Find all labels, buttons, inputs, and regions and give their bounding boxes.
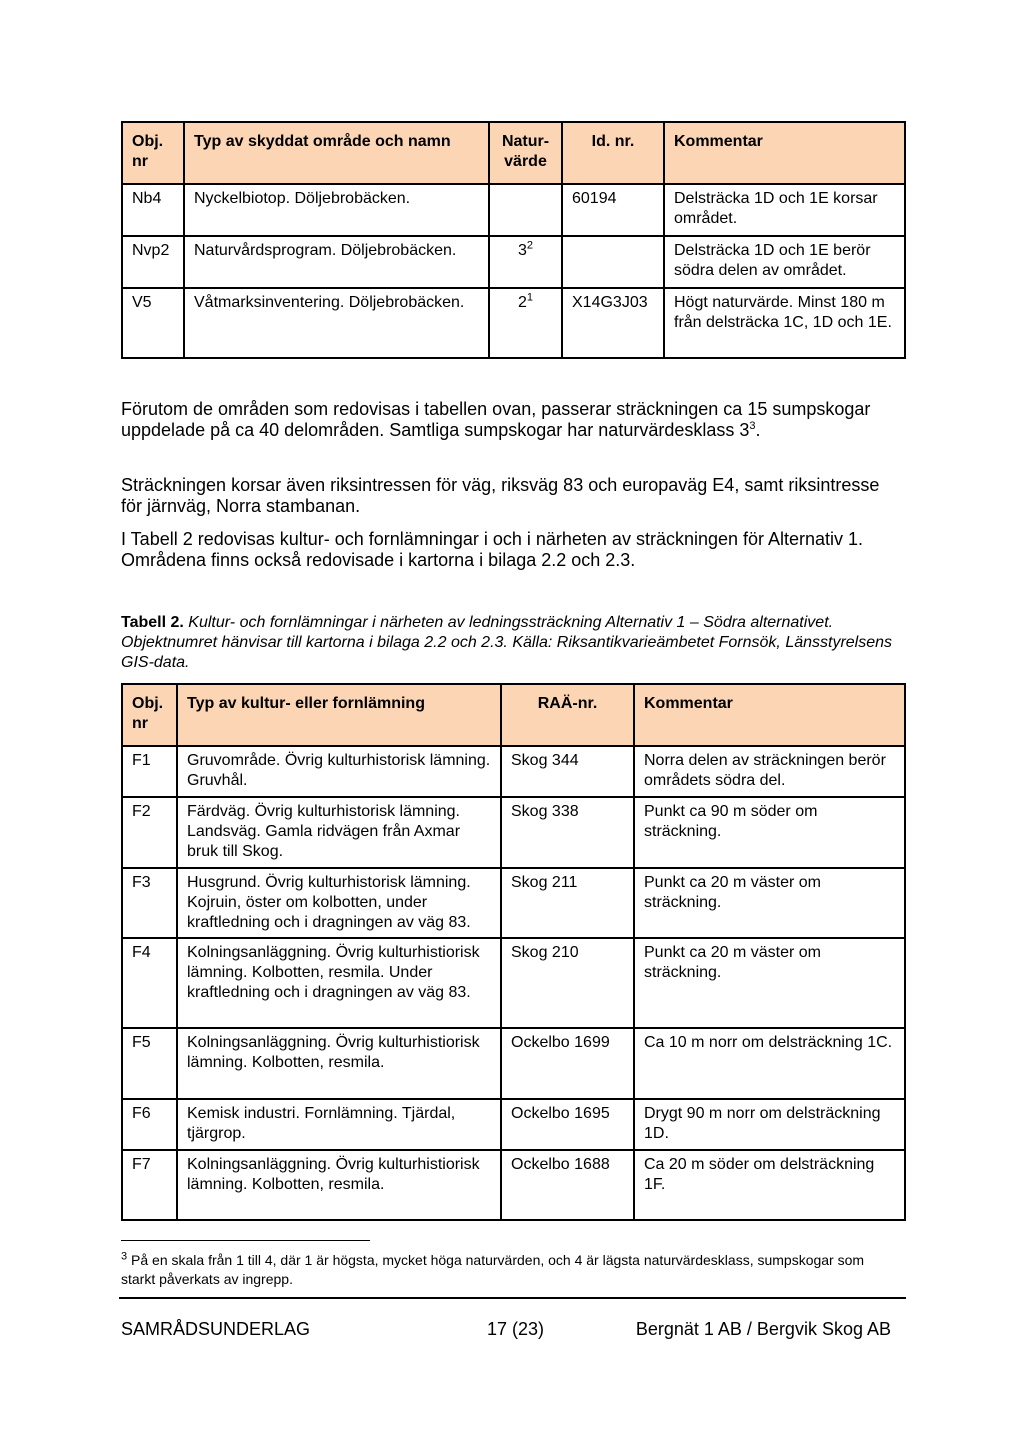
table2-header-raa: RAÄ-nr.: [501, 684, 634, 746]
table2-cell-raa: Ockelbo 1695: [501, 1099, 634, 1150]
table2-cell-obj: F3: [122, 868, 177, 938]
table1-cell-natur: $2^1$: [489, 288, 562, 358]
table-row: [122, 1028, 905, 1099]
table-row: [122, 868, 905, 938]
table2-cell-typ: Kemisk industri. Fornlämning. Tjärdal, tjärgrop.: [177, 1099, 501, 1150]
table2-cell-kommentar: Punkt ca 20 m väster om sträckning.: [634, 938, 905, 1028]
table2-header-typ: Typ av kultur- eller fornlämning: [177, 684, 501, 746]
caption-text: Kultur- och fornlämningar i närheten av ledningssträckning Alternativ 1 – Södra alternativet. Objektnumret hänvisar till kartorna i bilaga 2.2 och 2.3. Källa: Riksantikvarieämbetet Fornsök, Länsstyrelsens GIS-data.: [121, 614, 893, 671]
table2-header-row: [122, 684, 905, 746]
table2-cell-obj: F1: [122, 746, 177, 797]
table2-cell-raa: Skog 344: [501, 746, 634, 797]
table1-cell-kommentar: Delsträcka 1D och 1E berör södra delen av området.: [664, 236, 905, 288]
table2-cell-typ: Färdväg. Övrig kulturhistorisk lämning. Landsväg. Gamla ridvägen från Axmar bruk till Skog.: [177, 797, 501, 868]
table-row: [122, 288, 905, 358]
table2-cell-raa: Skog 338: [501, 797, 634, 868]
footnote-text: På en skala från 1 till 4, där 1 är högsta, mycket höga naturvärden, och 4 är lägsta naturvärdesklass, sumpskogar som starkt påverkats av ingrepp.: [121, 1252, 865, 1287]
table2-cell-obj: F6: [122, 1099, 177, 1150]
table1-header-id: Id. nr.: [562, 122, 664, 184]
table1-cell-natur: $3^2$: [489, 236, 562, 288]
table2-cell-kommentar: Ca 20 m söder om delsträckning 1F.: [634, 1150, 905, 1220]
table2-cell-typ: Husgrund. Övrig kulturhistorisk lämning. Kojruin, öster om kolbotten, under kraftledning och i dragningen av väg 83.: [177, 868, 501, 938]
table2-cell-kommentar: Drygt 90 m norr om delsträckning 1D.: [634, 1099, 905, 1150]
footnote-separator: [121, 1240, 370, 1241]
table2-cell-obj: F7: [122, 1150, 177, 1220]
footer-page-number: 17 (23): [487, 1319, 545, 1339]
table-row: [122, 236, 905, 288]
table-row: [122, 797, 905, 868]
table2-cell-kommentar: Punkt ca 90 m söder om sträckning.: [634, 797, 905, 868]
table1-cell-id: [562, 236, 664, 288]
table1-header-natur: Natur- värde: [489, 122, 562, 184]
table2-cell-typ: Kolningsanläggning. Övrig kulturhistiorisk lämning. Kolbotten, resmila.: [177, 1028, 501, 1099]
table2-cell-typ: Kolningsanläggning. Övrig kulturhistiorisk lämning. Kolbotten, resmila. Under kraftledning och i dragningen av väg 83.: [177, 938, 501, 1028]
table2-cell-kommentar: Norra delen av sträckningen berör områdets södra del.: [634, 746, 905, 797]
cultural-remains-table: [121, 683, 906, 1221]
table2-cell-kommentar: Punkt ca 20 m väster om sträckning.: [634, 868, 905, 938]
table2-cell-kommentar: Ca 10 m norr om delsträckning 1C.: [634, 1028, 905, 1099]
table1-cell-kommentar: Högt naturvärde. Minst 180 m från delsträcka 1C, 1D och 1E.: [664, 288, 905, 358]
table2-cell-raa: Skog 211: [501, 868, 634, 938]
table1-header-typ: Typ av skyddat område och namn: [184, 122, 489, 184]
table2-cell-typ: Gruvområde. Övrig kulturhistorisk lämning. Gruvhål.: [177, 746, 501, 797]
table1-cell-id: X14G3J03: [562, 288, 664, 358]
table1-cell-typ: Nyckelbiotop. Döljebrobäcken.: [184, 184, 489, 236]
table1-header-obj: Obj. nr: [122, 122, 184, 184]
table1-cell-obj: V5: [122, 288, 184, 358]
table1-header-kommentar: Kommentar: [664, 122, 905, 184]
table2-header-obj: Obj. nr: [122, 684, 177, 746]
footer-document-type: SAMRÅDSUNDERLAG: [121, 1319, 311, 1339]
table-row: [122, 1099, 905, 1150]
paragraph-tabell2-intro: I Tabell 2 redovisas kultur- och fornlämningar i och i närheten av sträckningen för Alternativ 1. Områdena finns också redovisade i kartorna i bilaga 2.2 och 2.3.: [121, 529, 864, 570]
footnote: [121, 1251, 901, 1289]
footnote-mark: 3: [121, 1250, 128, 1263]
table1-header-row: [122, 122, 905, 184]
table1-cell-obj: Nb4: [122, 184, 184, 236]
table1-cell-obj: Nvp2: [122, 236, 184, 288]
paragraph-sumpskogar: Förutom de områden som redovisas i tabellen ovan, passerar sträckningen ca 15 sumpskogar uppdelade på ca 40 delområden. Samtliga sumpskogar har naturvärdesklass $3^3$.: [121, 399, 871, 440]
footer-divider: [119, 1297, 906, 1299]
table2-cell-raa: Skog 210: [501, 938, 634, 1028]
caption-label: Tabell 2.: [121, 614, 184, 631]
table1-cell-kommentar: Delsträcka 1D och 1E korsar området.: [664, 184, 905, 236]
footer-company: Bergnät 1 AB / Bergvik Skog AB: [635, 1319, 891, 1339]
table2-cell-typ: Kolningsanläggning. Övrig kulturhistiorisk lämning. Kolbotten, resmila.: [177, 1150, 501, 1220]
table2-caption: [121, 613, 901, 673]
table1-cell-id: 60194: [562, 184, 664, 236]
table2-header-kommentar: Kommentar: [634, 684, 905, 746]
table1-cell-typ: Våtmarksinventering. Döljebrobäcken.: [184, 288, 489, 358]
table-row: [122, 938, 905, 1028]
table1-cell-typ: Naturvårdsprogram. Döljebrobäcken.: [184, 236, 489, 288]
table-row: [122, 184, 905, 236]
table2-cell-obj: F2: [122, 797, 177, 868]
table2-cell-obj: F4: [122, 938, 177, 1028]
protected-areas-table: [121, 121, 906, 359]
table-row: [122, 746, 905, 797]
table-row: [122, 1150, 905, 1220]
paragraph-riksintressen: Sträckningen korsar även riksintressen för väg, riksväg 83 och europaväg E4, samt riksintresse för järnväg, Norra stambanan.: [121, 475, 880, 516]
table1-cell-natur: [489, 184, 562, 236]
table2-cell-raa: Ockelbo 1699: [501, 1028, 634, 1099]
table2-cell-obj: F5: [122, 1028, 177, 1099]
table2-cell-raa: Ockelbo 1688: [501, 1150, 634, 1220]
